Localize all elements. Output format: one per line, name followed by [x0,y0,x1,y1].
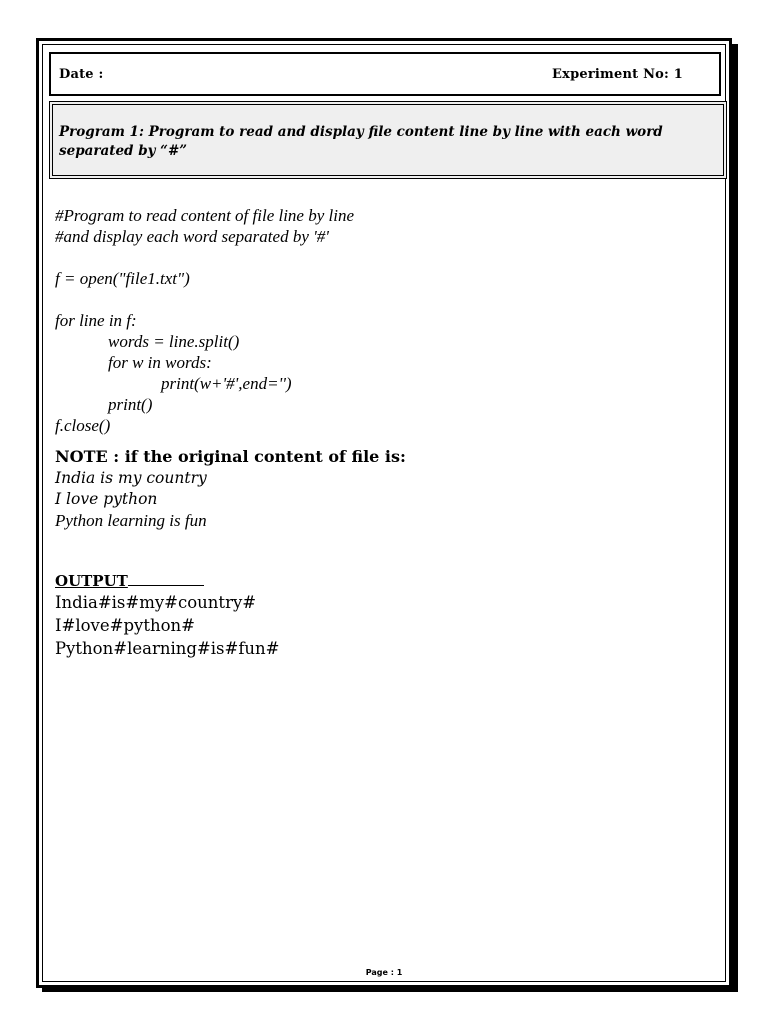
code-line: for line in f: [55,311,137,330]
code-line: #Program to read content of file line by line [55,206,355,225]
code-line: f = open("file1.txt") [55,269,190,288]
code-line: for w in words: [108,353,212,372]
code-line: #and display each word separated by '#' [55,227,329,246]
output-heading-underline [128,570,204,586]
code-blank-line [55,247,715,268]
program-title-box [49,101,727,179]
output-line: India#is#my#country# [55,593,257,612]
page-frame-inner [42,44,726,982]
program-title: Program 1: Program to read and display file content line by line with each word separated by “#” [59,124,663,159]
output-heading: OUTPUT [55,572,128,590]
note-heading: NOTE : if the original content of file is: [55,447,406,466]
code-line: f.close() [55,416,111,435]
code-line: print() [108,395,153,414]
code-blank-line [55,289,715,310]
note-line: I love python [55,490,158,508]
document-body [55,205,715,660]
page-frame [36,38,732,988]
code-line: words = line.split() [108,332,240,351]
output-line: Python#learning#is#fun# [55,639,280,658]
note-line: Python learning is fun [55,511,207,530]
header-box [49,52,721,96]
experiment-number: Experiment No: 1 [552,67,683,82]
note-line: India is my country [55,469,207,487]
page-number: Page : 1 [365,968,403,977]
output-heading-row [55,551,715,591]
date-label: Date : [59,67,104,82]
code-line: print(w+'#',end='') [161,374,292,393]
code-block [55,205,715,436]
output-line: I#love#python# [55,616,195,635]
